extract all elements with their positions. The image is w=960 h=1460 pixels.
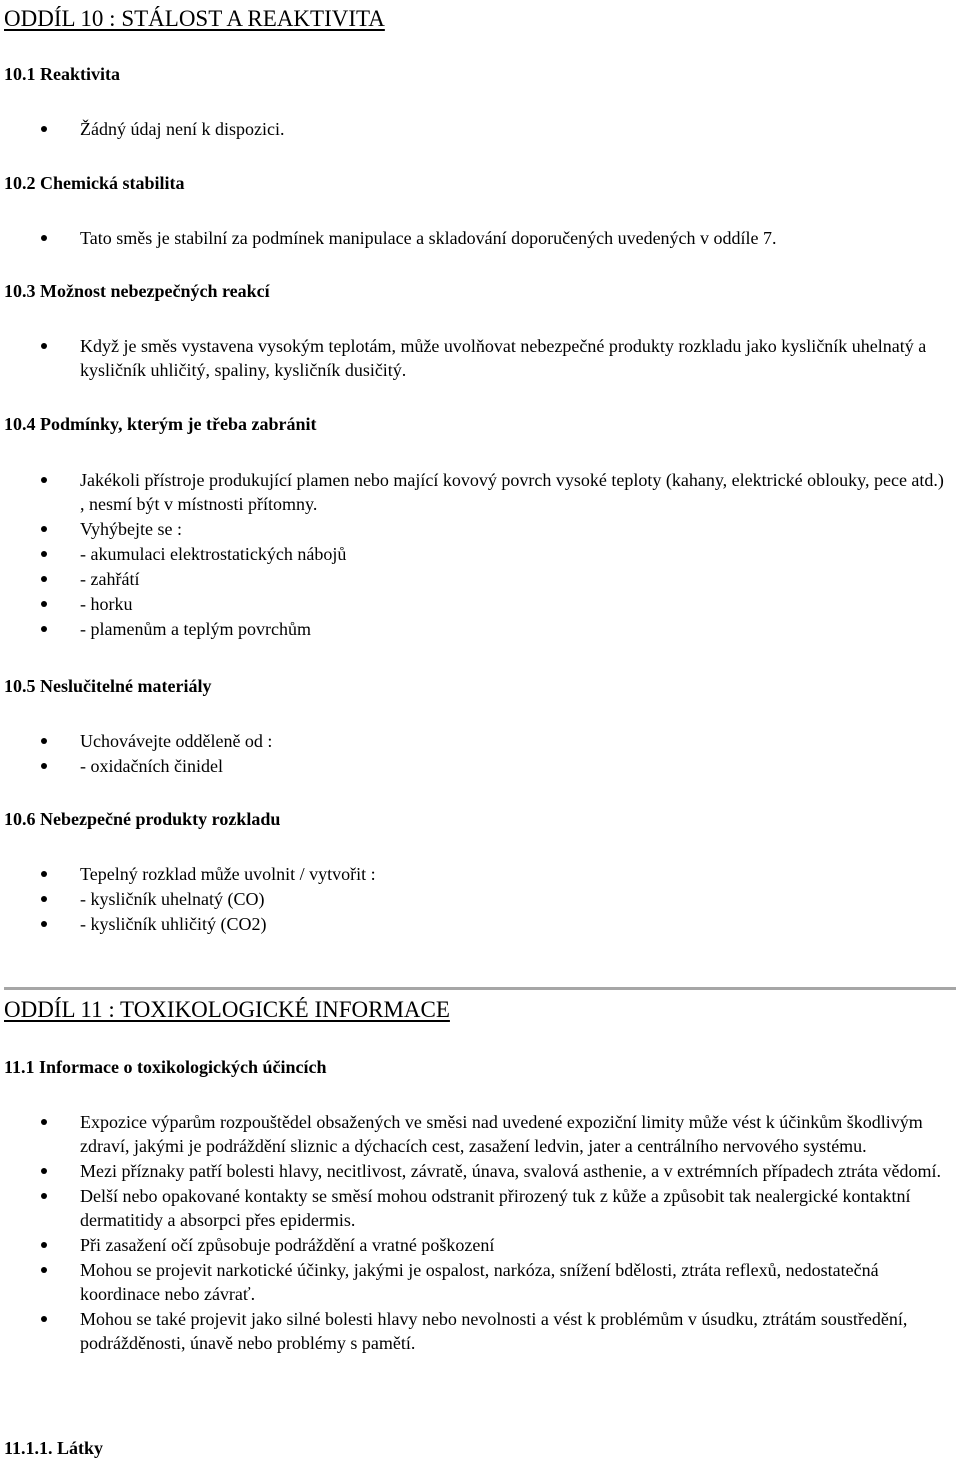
list-item: - plamenům a teplým povrchům <box>0 617 950 641</box>
subsection-10-6-title: 10.6 Nebezpečné produkty rozkladu <box>4 809 281 829</box>
list-item: Při zasažení očí způsobuje podráždění a vratné poškození <box>0 1233 950 1257</box>
list-item: - akumulaci elektrostatických nábojů <box>0 542 950 566</box>
subsection-11-1-1-title: 11.1.1. Látky <box>4 1438 104 1458</box>
subsection-11-1-title: 11.1 Informace o toxikologických účincích <box>4 1057 327 1077</box>
list-item: - zahřátí <box>0 567 950 591</box>
list-11-1 <box>0 1110 950 1355</box>
list-10-3 <box>0 334 950 382</box>
section-divider <box>4 987 956 990</box>
list-item: Když je směs vystavena vysokým teplotám, může uvolňovat nebezpečné produkty rozkladu jako kysličník uhelnatý a kysličník uhličitý, spaliny, kysličník dusičitý. <box>0 334 950 382</box>
list-item: Tato směs je stabilní za podmínek manipulace a skladování doporučených uvedených v oddíle 7. <box>0 226 950 250</box>
subsection-10-3-title: 10.3 Možnost nebezpečných reakcí <box>4 281 270 301</box>
list-10-2 <box>0 226 950 250</box>
list-10-6 <box>0 862 950 936</box>
subsection-10-4-title: 10.4 Podmínky, kterým je třeba zabránit <box>4 414 317 434</box>
list-item: Expozice výparům rozpouštědel obsažených ve směsi nad uvedené expoziční limity může vést k účinkům škodlivým zdraví, jakými je podráždění sliznic a dýchacích cest, zasažení ledvin, jater a centrálního nervového systému. <box>0 1110 950 1158</box>
list-item: Mohou se také projevit jako silné bolesti hlavy nebo nevolnosti a vést k problémům v úsudku, ztrátám soustředění, podrážděnosti, únavě nebo problémy s pamětí. <box>0 1307 950 1355</box>
list-item: Delší nebo opakované kontakty se směsí mohou odstranit přirozený tuk z kůže a způsobit tak nealergické kontaktní dermatitidy a absorpci přes epidermis. <box>0 1184 950 1232</box>
list-item: - kysličník uhelnatý (CO) <box>0 887 950 911</box>
section-10-title: ODDÍL 10 : STÁLOST A REAKTIVITA <box>4 6 385 31</box>
list-10-5 <box>0 729 950 778</box>
section-11-title: ODDÍL 11 : TOXIKOLOGICKÉ INFORMACE <box>4 997 450 1022</box>
list-10-4 <box>0 468 950 641</box>
list-item: Vyhýbejte se : <box>0 517 950 541</box>
subsection-10-2-title: 10.2 Chemická stabilita <box>4 173 185 193</box>
list-item: - kysličník uhličitý (CO2) <box>0 912 950 936</box>
list-item: - horku <box>0 592 950 616</box>
list-item: Uchovávejte odděleně od : <box>0 729 950 753</box>
list-10-1 <box>0 117 950 141</box>
list-item: Jakékoli přístroje produkující plamen nebo mající kovový povrch vysoké teploty (kahany, elektrické oblouky, pece atd.) , nesmí být v místnosti přítomny. <box>0 468 950 516</box>
list-item: Mohou se projevit narkotické účinky, jakými je ospalost, narkóza, snížení bdělosti, ztráta reflexů, nedostatečná koordinace nebo závrať. <box>0 1258 950 1306</box>
list-item: - oxidačních činidel <box>0 754 950 778</box>
subsection-10-5-title: 10.5 Neslučitelné materiály <box>4 676 212 696</box>
list-item: Mezi příznaky patří bolesti hlavy, necitlivost, závratě, únava, svalová asthenie, a v extrémních případech ztráta vědomí. <box>0 1159 950 1183</box>
subsection-10-1-title: 10.1 Reaktivita <box>4 64 120 84</box>
list-item: Tepelný rozklad může uvolnit / vytvořit : <box>0 862 950 886</box>
list-item: Žádný údaj není k dispozici. <box>0 117 950 141</box>
